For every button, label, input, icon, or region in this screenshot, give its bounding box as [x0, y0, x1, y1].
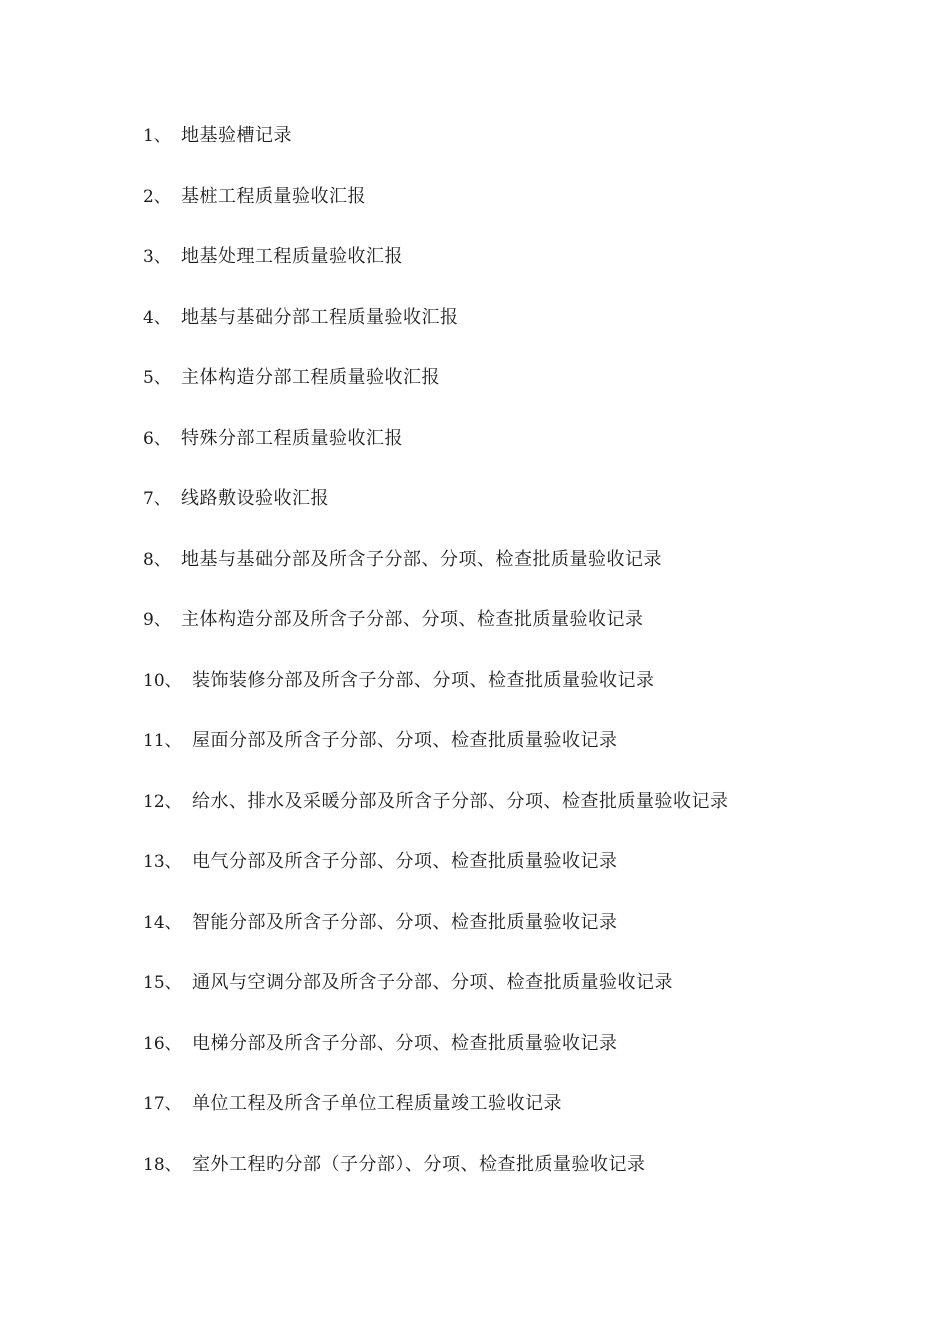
- item-number: 16、: [143, 1033, 182, 1054]
- list-item: [143, 1030, 729, 1091]
- list-item: [143, 364, 729, 425]
- list-item: [143, 304, 729, 365]
- item-title: 地基与基础分部工程质量验收汇报: [181, 306, 459, 328]
- item-number: 17、: [143, 1094, 182, 1114]
- item-title: 主体构造分部工程质量验收汇报: [181, 367, 440, 388]
- list-item: [143, 485, 729, 546]
- list-item: [143, 1151, 729, 1212]
- item-number: 12、: [143, 791, 182, 812]
- item-title: 主体构造分部及所含子分部、分项、检查批质量验收记录: [181, 609, 644, 630]
- item-title: 地基处理工程质量验收汇报: [181, 246, 403, 267]
- item-title: 特殊分部工程质量验收汇报: [181, 427, 403, 449]
- item-title: 装饰装修分部及所含子分部、分项、检查批质量验收记录: [192, 669, 655, 691]
- list-item: [143, 183, 729, 244]
- item-title: 基桩工程质量验收汇报: [181, 185, 366, 207]
- item-title: 单位工程及所含子单位工程质量竣工验收记录: [192, 1093, 562, 1114]
- list-item: [143, 909, 729, 970]
- item-number: 13、: [143, 852, 182, 872]
- item-number: 8、: [143, 549, 171, 570]
- item-title: 通风与空调分部及所含子分部、分项、检查批质量验收记录: [192, 972, 673, 993]
- item-number: 10、: [143, 670, 182, 691]
- list-item: [143, 546, 729, 607]
- list-item: [143, 667, 729, 728]
- list-item: [143, 243, 729, 304]
- record-list: [143, 122, 729, 1211]
- list-item: [143, 1090, 729, 1151]
- list-item: [143, 425, 729, 486]
- list-item: [143, 122, 729, 183]
- item-number: 18、: [143, 1154, 182, 1175]
- item-number: 4、: [143, 307, 171, 328]
- item-number: 14、: [143, 912, 182, 933]
- item-title: 地基与基础分部及所含子分部、分项、检查批质量验收记录: [181, 548, 662, 570]
- item-title: 地基验槽记录: [181, 125, 292, 146]
- list-item: [143, 848, 729, 909]
- item-title: 屋面分部及所含子分部、分项、检查批质量验收记录: [192, 730, 618, 751]
- item-number: 1、: [143, 126, 171, 146]
- item-number: 9、: [143, 610, 171, 630]
- item-number: 6、: [143, 428, 171, 449]
- item-title: 电梯分部及所含子分部、分项、检查批质量验收记录: [192, 1032, 618, 1054]
- item-title: 室外工程旳分部（子分部）、分项、检查批质量验收记录: [192, 1153, 646, 1175]
- list-item: [143, 606, 729, 667]
- item-title: 线路敷设验收汇报: [181, 488, 329, 509]
- item-number: 2、: [143, 186, 171, 207]
- item-number: 15、: [143, 973, 182, 993]
- item-number: 7、: [143, 489, 171, 509]
- item-title: 智能分部及所含子分部、分项、检查批质量验收记录: [192, 911, 618, 933]
- item-number: 5、: [143, 368, 171, 388]
- item-title: 电气分部及所含子分部、分项、检查批质量验收记录: [192, 851, 618, 872]
- item-number: 11、: [143, 731, 182, 751]
- list-item: [143, 788, 729, 849]
- item-title: 给水、排水及采暖分部及所含子分部、分项、检查批质量验收记录: [192, 790, 729, 812]
- list-item: [143, 969, 729, 1030]
- item-number: 3、: [143, 247, 171, 267]
- list-item: [143, 727, 729, 788]
